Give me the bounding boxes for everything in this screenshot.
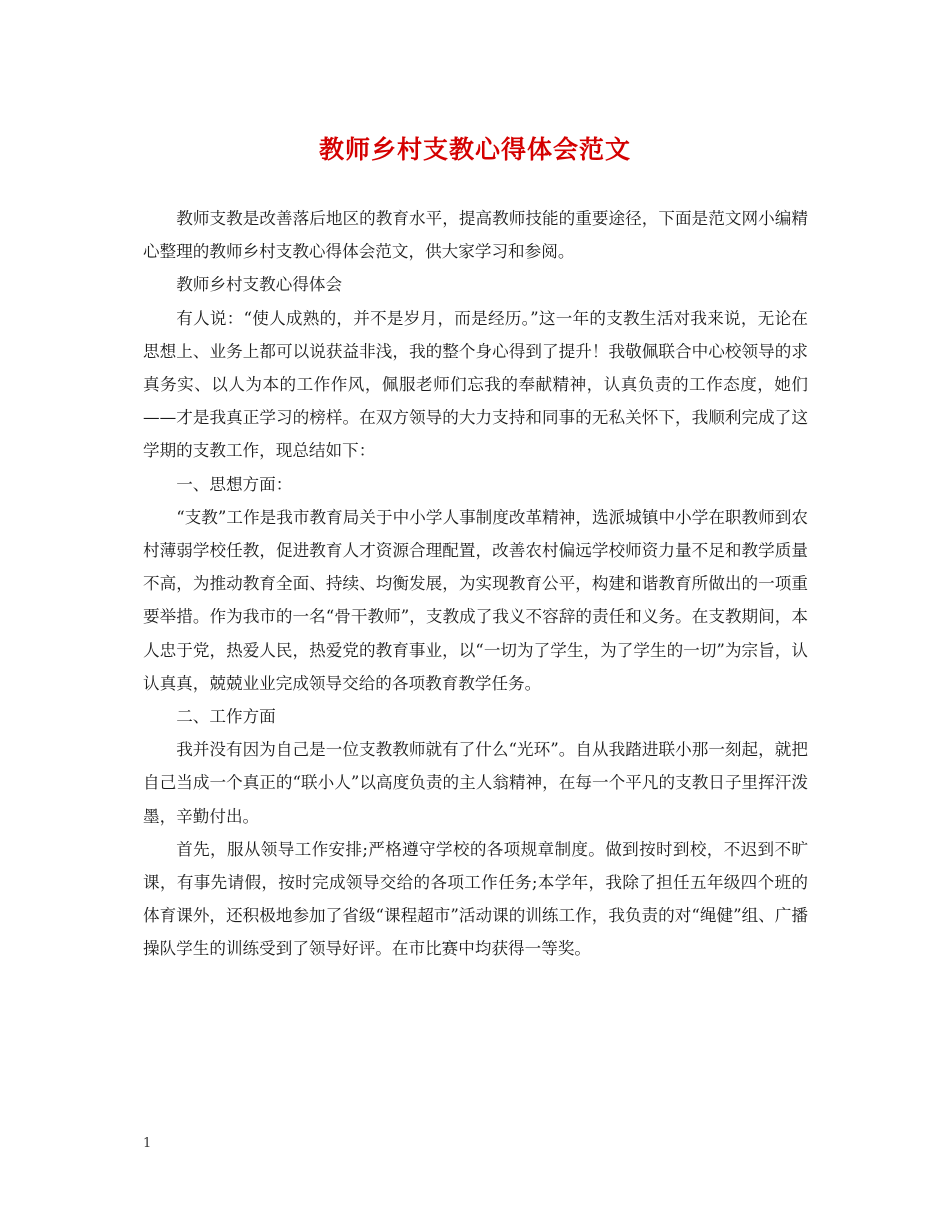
paragraph-work-intro: 我并没有因为自己是一位支教教师就有了什么“光环”。自从我踏进联小那一刻起，就把自己当成一个真正的“联小人”以高度负责的主人翁精神，在每一个平凡的支教日子里挥汗泼墨，辛勤付出。: [143, 740, 808, 826]
paragraph-subtitle: 教师乡村支教心得体会: [176, 275, 343, 295]
paragraph-opening: 有人说：“使人成熟的，并不是岁月，而是经历。”这一年的支教生活对我来说，无论在思想上、业务上都可以说获益非浅，我的整个身心得到了提升！我敬佩联合中心校领导的求真务实、以人为本的工作作风，佩服老师们忘我的奉献精神，认真负责的工作态度，她们——才是我真正学习的榜样。在双方领导的大力支持和同事的无私关怀下，我顺利完成了这学期的支教工作，现总结如下：: [143, 308, 808, 461]
page-number: 1: [143, 1136, 152, 1151]
paragraph-thought: “支教”工作是我市教育局关于中小学人事制度改革精神，选派城镇中小学在职教师到农村薄弱学校任教，促进教育人才资源合理配置，改善农村偏远学校师资力量不足和教学质量不高，为推动教育全面、持续、均衡发展，为实现教育公平，构建和谐教育所做出的一项重要举措。作为我市的一名“骨干教师”，支教成了我义不容辞的责任和义务。在支教期间，本人忠于党，热爱人民，热爱党的教育事业，以“一切为了学生，为了学生的一切”为宗旨，认认真真，兢兢业业完成领导交给的各项教育教学任务。: [143, 507, 808, 693]
paragraph-work-first: 首先，服从领导工作安排;严格遵守学校的各项规章制度。做到按时到校，不迟到不旷课，有事先请假，按时完成领导交给的各项工作任务;本学年，我除了担任五年级四个班的体育课外，还积极地参加了省级“课程超市”活动课的训练工作，我负责的对“绳健”组、广播操队学生的训练受到了领导好评。在市比赛中均获得一等奖。: [143, 839, 808, 959]
section-heading-thought: 一、思想方面：: [176, 474, 293, 494]
document-title: 教师乡村支教心得体会范文: [318, 135, 631, 164]
document-body: [143, 202, 808, 966]
paragraph-intro: 教师支教是改善落后地区的教育水平，提高教师技能的重要途径，下面是范文网小编精心整理的教师乡村支教心得体会范文，供大家学习和参阅。: [143, 209, 808, 262]
section-heading-work: 二、工作方面: [176, 707, 276, 727]
